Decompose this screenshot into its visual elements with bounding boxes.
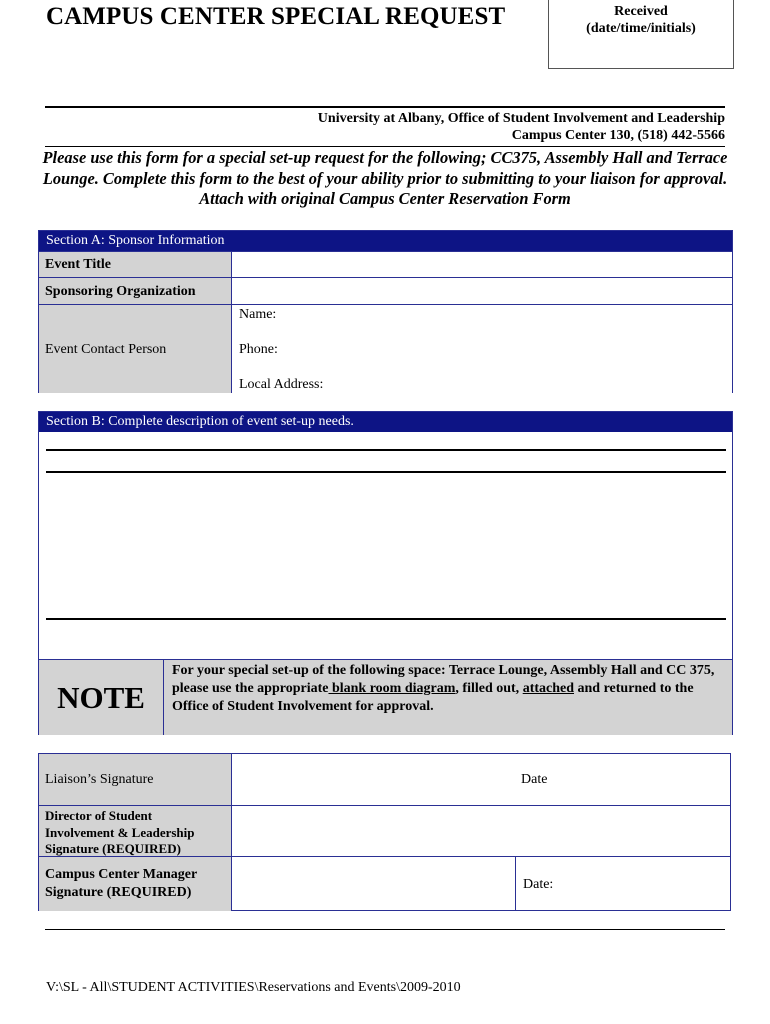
setup-description-area[interactable] [39, 432, 732, 659]
sponsoring-org-label: Sponsoring Organization [39, 278, 232, 304]
manager-signature-label [39, 857, 232, 911]
event-title-field[interactable] [232, 252, 732, 277]
instructions-text: Please use this form for a special set-up request for the following; CC375, Assembly Hall and Terrace Lounge. Complete this form to the best of your ability prior to submitting to your liaison for approval. Attach with original Campus Center Reservation Form [42, 148, 728, 208]
director-label-line-3: Signature (REQUIRED) [45, 841, 181, 856]
university-line: University at Albany, Office of Student Involvement and Leadership [317, 111, 725, 126]
event-title-row [39, 251, 732, 277]
note-text-part1: For your special set-up of the following space: Terrace Lounge, Assembly Hall and CC 375, please use the appropriate [172, 663, 715, 696]
note-text-part2: , filled out, [455, 681, 523, 696]
writing-line-3 [46, 618, 726, 620]
signature-table [38, 753, 731, 911]
event-contact-label: Event Contact Person [39, 305, 232, 393]
blank-room-diagram-link[interactable]: blank room diagram [328, 681, 456, 696]
event-title-label: Event Title [39, 252, 232, 277]
contact-phone-label: Phone: [239, 342, 278, 357]
address-line: Campus Center 130, (518) 442-5566 [511, 128, 725, 143]
sponsoring-org-field[interactable] [232, 278, 732, 304]
note-row [39, 659, 732, 735]
manager-signature-row[interactable] [39, 856, 730, 911]
sponsoring-org-row [39, 277, 732, 304]
header-rule-bottom [45, 146, 725, 147]
director-signature-row[interactable] [39, 805, 730, 856]
liaison-signature-label: Liaison’s Signature [39, 754, 232, 805]
section-b-setup-needs [38, 411, 733, 735]
writing-line-1 [46, 449, 726, 451]
office-info [318, 110, 725, 144]
attached-link[interactable]: attached [522, 681, 575, 696]
received-label [549, 0, 733, 37]
event-contact-field[interactable] [232, 305, 732, 393]
contact-address-label: Local Address: [239, 377, 324, 392]
note-label: NOTE [39, 660, 164, 735]
director-signature-label [39, 806, 232, 856]
section-a-heading: Section A: Sponsor Information [39, 231, 732, 251]
liaison-signature-row[interactable] [39, 754, 730, 805]
writing-line-2 [46, 471, 726, 473]
manager-label-line-2: Signature (REQUIRED) [45, 885, 192, 900]
liaison-date-label: Date [521, 772, 548, 787]
received-sub-text: (date/time/initials) [586, 21, 696, 36]
footer-rule [45, 929, 725, 930]
received-label-text: Received [614, 4, 668, 19]
director-label-line-2: Involvement & Leadership [45, 824, 195, 840]
form-title: CAMPUS CENTER SPECIAL REQUEST [46, 3, 506, 30]
manager-date-label: Date: [523, 877, 554, 892]
header-rule-top [45, 106, 725, 108]
note-text [172, 662, 722, 716]
note-text-part3: and returned to the Office of Student Involvement for approval. [172, 681, 694, 714]
director-label-line-1: Director of Student [45, 808, 153, 823]
section-b-heading: Section B: Complete description of event set-up needs. [39, 412, 732, 432]
event-contact-row [39, 304, 732, 393]
received-stamp-box[interactable] [548, 0, 734, 69]
section-a-sponsor-info [38, 230, 733, 393]
footer-file-path: V:\SL - All\STUDENT ACTIVITIES\Reservations and Events\2009-2010 [46, 980, 461, 995]
contact-name-label: Name: [239, 307, 277, 322]
manager-date-divider [515, 857, 516, 911]
manager-label-line-1: Campus Center Manager [45, 867, 198, 882]
